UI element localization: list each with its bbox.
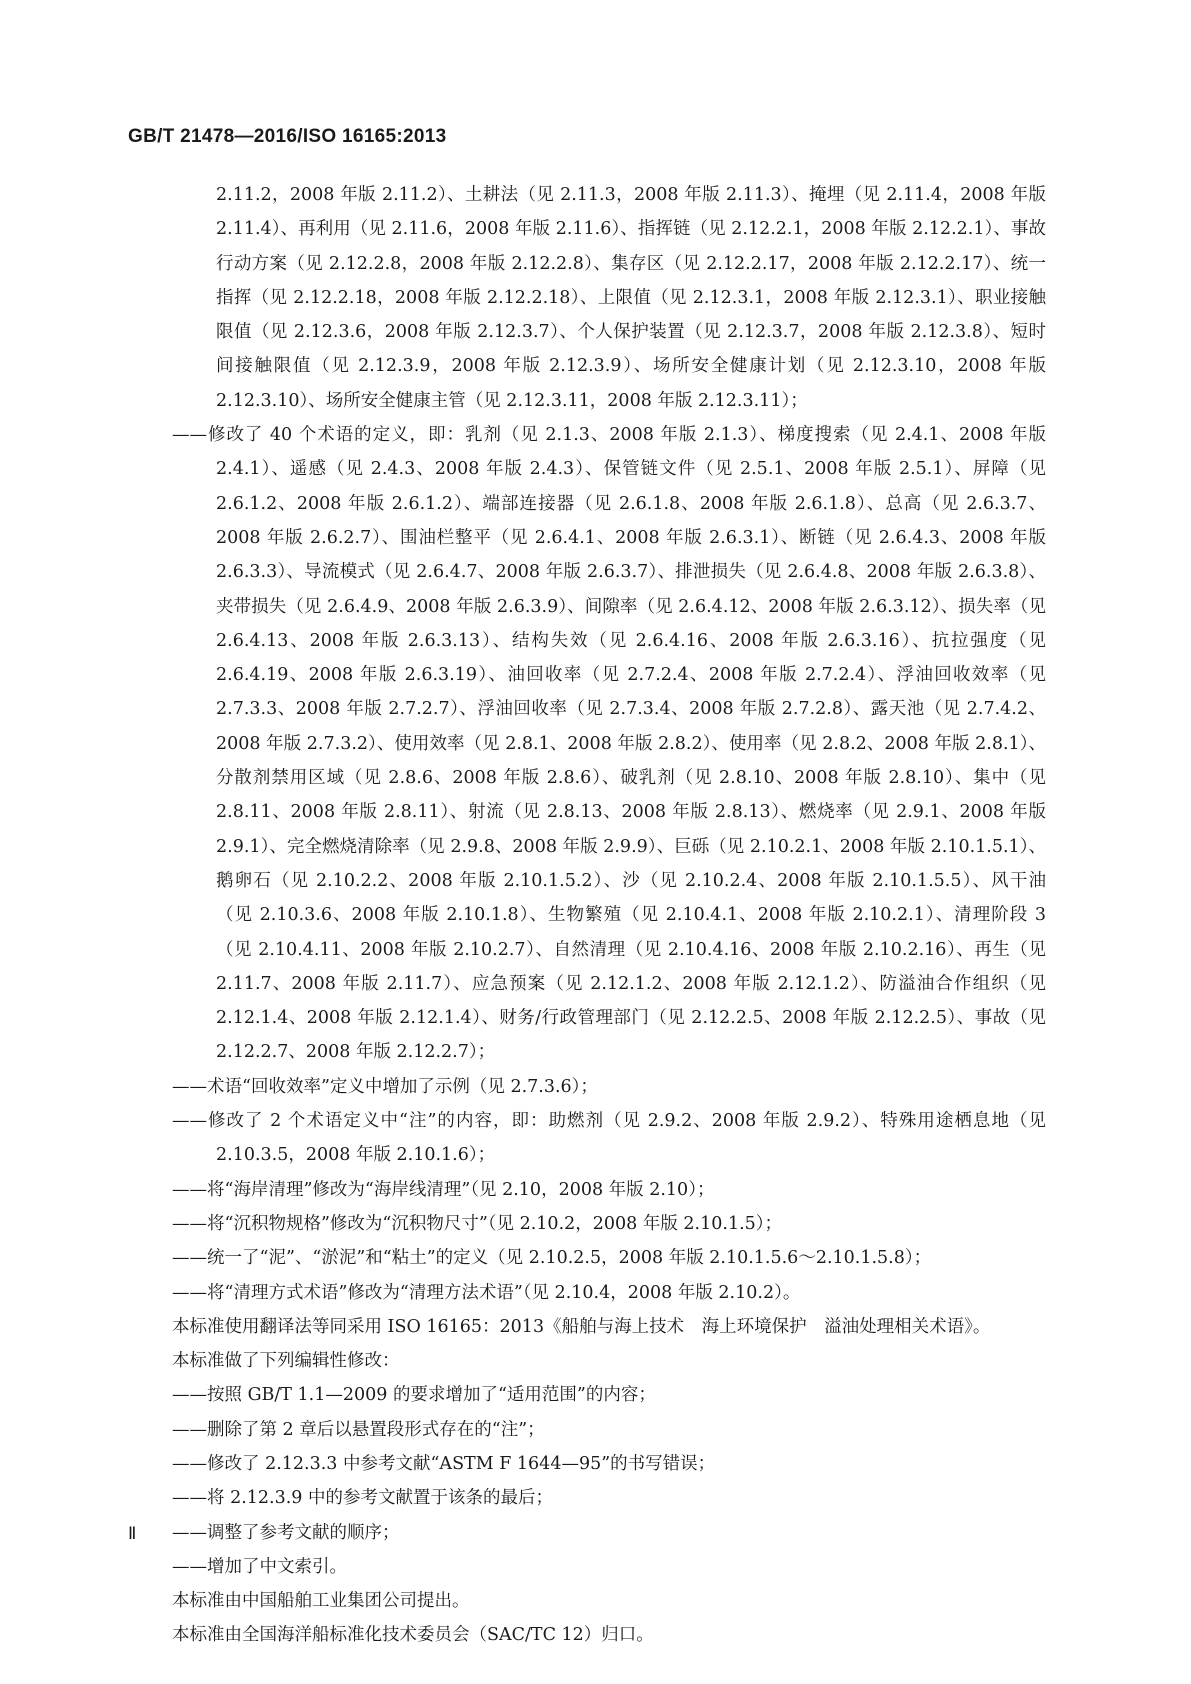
adoption-paragraph: 本标准使用翻译法等同采用 ISO 16165：2013《船舶与海上技术 海上环境保护 溢油处理相关术语》。 [172, 1316, 991, 1337]
list-item-shoreline-rename: ——将“海岸清理”修改为“海岸线清理”（见 2.10，2008 年版 2.10）； [172, 1179, 715, 1200]
list-item-sediment-rename: ——将“沉积物规格”修改为“沉积物尺寸”（见 2.10.2，2008 年版 2.10.1.5）； [172, 1213, 783, 1234]
list-item-note-deleted: ——删除了第 2 章后以悬置段形式存在的“注”； [172, 1419, 545, 1440]
committee-paragraph: 本标准由全国海洋船标准化技术委员会（SAC/TC 12）归口。 [172, 1625, 654, 1646]
list-item-reference-moved: ——将 2.12.3.9 中的参考文献置于该条的最后； [172, 1488, 553, 1509]
page-number: Ⅱ [128, 1524, 137, 1543]
standard-code-header: GB/T 21478—2016/ISO 16165:2013 [128, 126, 447, 147]
list-item-scope-added: ——按照 GB/T 1.1—2009 的要求增加了“适用范围”的内容； [172, 1385, 656, 1406]
proposer-paragraph: 本标准由中国船舶工业集团公司提出。 [172, 1591, 470, 1612]
list-item-revised-definitions: ——修改了 40 个术语的定义，即：乳剂（见 2.1.3、2008 年版 2.1.3）、梯度搜索（见 2.4.1、2008 年版 2.4.1）、遥感（见 2.4.3、2008 年版 2.4.3）、保管链文件（见 2.5.1、2008 年版 2.5.1）、屏障（见 2.6.1.2、2008 年版 2.6.1.2）、端部连接器（见 2.6.1.8、2008 年版 2.6.1.8）、总高（见 2.6.3.7、2008 年版 2.6.2.7）、围油栏整平（见 2.6.4.1、2008 年版 2.6.3.1）、断链（见 2.6.4.3、2008 年版 2.6.3.3）、导流模式（见 2.6.4.7、2008 年版 2.6.3.7）、排泄损失（见 2.6.4.8、2008 年版 2.6.3.8）、夹带损失（见 2.6.4.9、2008 年版 2.6.3.9）、间隙率（见 2.6.4.12、2008 年版 2.6.3.12）、损失率（见 2.6.4.13、2008 年版 2.6.3.13）、结构失效（见 2.6.4.16、2008 年版 2.6.3.16）、抗拉强度（见 2.6.4.19、2008 年版 2.6.3.19）、油回收率（见 2.7.2.4、2008 年版 2.7.2.4）、浮油回收效率（见 2.7.3.3、2008 年版 2.7.2.7）、浮油回收率（见 2.7.3.4、2008 年版 2.7.2.8）、露天池（见 2.7.4.2、2008 年版 2.7.3.2）、使用效率（见 2.8.1、2008 年版 2.8.2）、使用率（见 2.8.2、2008 年版 2.8.1）、分散剂禁用区域（见 2.8.6、2008 年版 2.8.6）、破乳剂（见 2.8.10、2008 年版 2.8.10）、集中（见 2.8.11、2008 年版 2.8.11）、射流（见 2.8.13、2008 年版 2.8.13）、燃烧率（见 2.9.1、2008 年版 2.9.1）、完全燃烧清除率（见 2.9.8、2008 年版 2.9.9）、巨砾（见 2.10.2.1、2008 年版 2.10.1.5.1）、鹅卵石（见 2.10.2.2、2008 年版 2.10.1.5.2）、沙（见 2.10.2.4、2008 年版 2.10.1.5.5）、风干油（见 2.10.3.6、2008 年版 2.10.1.8）、生物繁殖（见 2.10.4.1、2008 年版 2.10.2.1）、清理阶段 3（见 2.10.4.11、2008 年版 2.10.2.7）、自然清理（见 2.10.4.16、2008 年版 2.10.2.16）、再生（见 2.11.7、2008 年版 2.11.7）、应急预案（见 2.12.1.2、2008 年版 2.12.1.2）、防溢油合作组织（见 2.12.1.4、2008 年版 2.12.1.4）、财务/行政管理部门（见 2.12.2.5、2008 年版 2.12.2.5）、事故（见 2.12.2.7、2008 年版 2.12.2.7）； [172, 425, 1046, 1063]
list-item-chinese-index: ——增加了中文索引。 [172, 1556, 347, 1577]
list-item-reference-order: ——调整了参考文献的顺序； [172, 1522, 400, 1543]
list-item-cleanup-terms-rename: ——将“清理方式术语”修改为“清理方法术语”（见 2.10.4，2008 年版 2.10.2）。 [172, 1282, 801, 1303]
continued-paragraph: 2.11.2，2008 年版 2.11.2）、土耕法（见 2.11.3，2008 年版 2.11.3）、掩埋（见 2.11.4，2008 年版 2.11.4）、再利用（见 2.11.6，2008 年版 2.11.6）、指挥链（见 2.12.2.1，2008 年版 2.12.2.1）、事故行动方案（见 2.12.2.8，2008 年版 2.12.2.8）、集存区（见 2.12.2.17，2008 年版 2.12.2.17）、统一指挥（见 2.12.2.18，2008 年版 2.12.2.18）、上限值（见 2.12.3.1，2008 年版 2.12.3.1）、职业接触限值（见 2.12.3.6，2008 年版 2.12.3.7）、个人保护装置（见 2.12.3.7，2008 年版 2.12.3.8）、短时间接触限值（见 2.12.3.9，2008 年版 2.12.3.9）、场所安全健康计划（见 2.12.3.10，2008 年版 2.12.3.10）、场所安全健康主管（见 2.12.3.11，2008 年版 2.12.3.11）； [216, 185, 1046, 411]
document-body [172, 178, 1046, 1653]
editorial-changes-intro: 本标准做了下列编辑性修改： [172, 1351, 400, 1372]
list-item-unified-definitions: ——统一了“泥”、“淤泥”和“粘土”的定义（见 2.10.2.5，2008 年版 2.10.1.5.6～2.10.1.5.8）； [172, 1248, 932, 1269]
list-item-notes-revised: ——修改了 2 个术语定义中“注”的内容，即：助燃剂（见 2.9.2、2008 年版 2.9.2）、特殊用途栖息地（见 2.10.3.5，2008 年版 2.10.1.6）； [172, 1111, 1046, 1166]
list-item-example-added: ——术语“回收效率”定义中增加了示例（见 2.7.3.6）； [172, 1076, 598, 1097]
list-item-reference-corrected: ——修改了 2.12.3.3 中参考文献“ASTM F 1644—95”的书写错误； [172, 1453, 716, 1474]
